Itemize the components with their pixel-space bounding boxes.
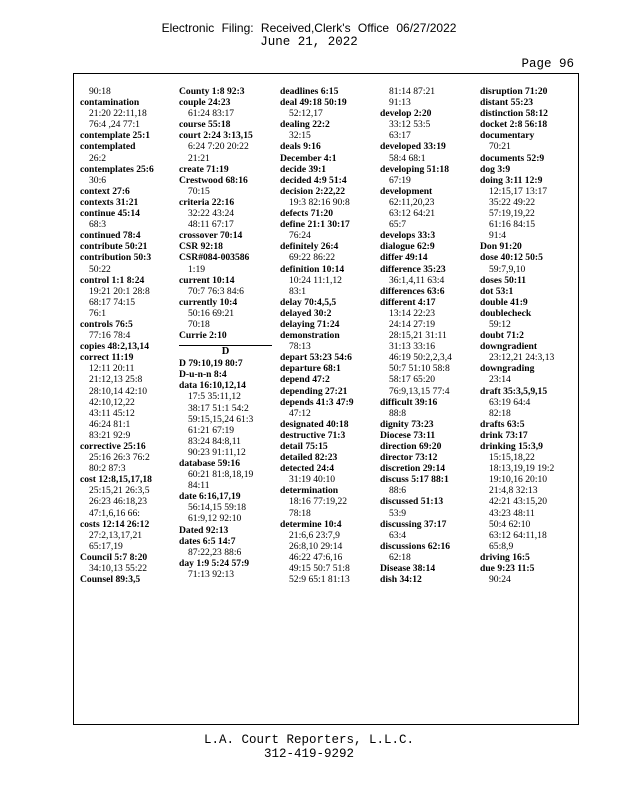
index-entry: depending 27:21 (280, 385, 348, 397)
index-entry-continuation: 63:12 64:11,18 (489, 529, 547, 541)
index-entry: Crestwood 68:16 (179, 174, 248, 186)
index-entry: Diocese 73:11 (380, 429, 436, 441)
index-entry-continuation: 15:15,18,22 (489, 452, 535, 464)
index-entry: definitely 26:4 (280, 241, 339, 253)
index-entry: drafts 63:5 (480, 418, 525, 430)
index-entry-continuation: 62:18 (389, 551, 411, 563)
index-entry: continue 45:14 (80, 208, 140, 220)
index-entry-continuation: 46:19 50:2,2,3,4 (389, 352, 452, 364)
index-entry-continuation: 21:21 (188, 152, 210, 164)
index-entry: contemplated (80, 141, 136, 153)
index-entry: Counsel 89:3,5 (80, 574, 141, 586)
index-entry-continuation: 59:15,15,24 61:3 (188, 413, 254, 425)
index-entry: depart 53:23 54:6 (280, 352, 352, 364)
index-entry-continuation: 63:19 64:4 (489, 396, 531, 408)
index-entry: contexts 31:21 (80, 196, 139, 208)
index-entry: CSR#084-003586 (179, 252, 250, 264)
index-entry: contamination (80, 97, 140, 109)
index-entry-continuation: 6:24 7:20 20:22 (188, 141, 249, 153)
index-entry: deal 49:18 50:19 (280, 97, 347, 109)
index-entry-continuation: 63:12 64:21 (389, 208, 436, 220)
index-entry-continuation: 70:18 (188, 318, 210, 330)
index-entry: doubt 71:2 (480, 330, 524, 342)
index-entry-continuation: 18:16 77:19,22 (289, 496, 348, 508)
index-entry-continuation: 68:17 74:15 (89, 296, 136, 308)
index-entry: decision 2:22,22 (280, 185, 346, 197)
index-entry: context 27:6 (80, 185, 130, 197)
index-entry-continuation: 76:24 (289, 230, 311, 242)
index-entry: delayed 30:2 (280, 307, 332, 319)
index-entry-continuation: 10:24 11:1,12 (289, 274, 342, 286)
index-entry-continuation: 38:17 51:1 54:2 (188, 402, 249, 414)
index-entry-continuation: 36:1,4,11 63:4 (389, 274, 445, 286)
section-letter: D (179, 345, 272, 358)
index-entry: Currie 2:10 (179, 330, 227, 342)
index-entry-continuation: 90:18 (89, 86, 111, 97)
index-entry: contemplate 25:1 (80, 130, 151, 142)
index-entry-continuation: 30:6 (89, 174, 107, 186)
index-entry: determination (280, 485, 339, 497)
index-entry: discussing 37:17 (380, 518, 447, 530)
index-entry: defects 71:20 (280, 208, 334, 220)
index-entry-continuation: 34:10,13 55:22 (89, 563, 148, 575)
word-index-frame (73, 73, 579, 725)
index-entry-continuation: 76:1 (89, 307, 107, 319)
index-entry-continuation: 32:22 43:24 (188, 208, 235, 220)
index-entry-continuation: 25:15,21 26:3,5 (89, 485, 150, 497)
index-entry-continuation: 50:16 69:21 (188, 307, 235, 319)
index-entry: dog 3:9 (480, 163, 511, 175)
index-entry: day 1:9 5:24 57:9 (179, 557, 250, 569)
index-column-4 (380, 86, 472, 585)
index-entry: delaying 71:24 (280, 318, 340, 330)
index-entry: correct 11:19 (80, 352, 134, 364)
index-entry-continuation: 83:21 92:9 (89, 429, 131, 441)
index-entry: direction 69:20 (380, 441, 442, 452)
index-entry: copies 48:2,13,14 (80, 341, 150, 353)
index-entry-continuation: 71:13 92:13 (188, 568, 235, 580)
index-entry: detail 75:15 (280, 441, 328, 452)
index-entry: dish 34:12 (380, 574, 422, 586)
index-entry-continuation: 32:15 (289, 130, 311, 142)
index-column-2 (179, 86, 272, 580)
index-entry-continuation: 12:11 20:11 (89, 363, 135, 375)
index-entry: create 71:19 (179, 163, 229, 175)
index-entry: current 10:14 (179, 274, 235, 286)
index-entry-continuation: 65:8,9 (489, 540, 514, 552)
reporter-name: L.A. Court Reporters, L.L.C. (203, 733, 415, 747)
index-entry: demonstration (280, 330, 340, 342)
index-entry-continuation: 53:9 (389, 507, 407, 519)
index-entry: due 9:23 11:5 (480, 563, 535, 575)
index-entry-continuation: 42:21 43:15,20 (489, 496, 548, 508)
index-entry-continuation: 21:20 22:11,18 (89, 108, 147, 120)
index-entry-continuation: 50:7 51:10 58:8 (389, 363, 450, 375)
index-entry-continuation: 63:17 (389, 130, 411, 142)
index-entry-continuation: 76:4 ,24 77:1 (89, 119, 140, 131)
index-entry-continuation: 21:6,6 23:7,9 (289, 529, 340, 541)
index-entry: decided 4:9 51:4 (280, 174, 347, 186)
index-entry-continuation: 25:16 26:3 76:2 (89, 452, 150, 464)
index-entry: doing 3:11 12:9 (480, 174, 543, 186)
index-entry-continuation: 61:21 67:19 (188, 424, 235, 436)
index-entry: dignity 73:23 (380, 418, 434, 430)
index-entry: develops 33:3 (380, 230, 436, 242)
index-entry: contemplates 25:6 (80, 163, 154, 175)
index-entry: criteria 22:16 (179, 196, 235, 208)
index-entry: developing 51:18 (380, 163, 450, 175)
index-entry-continuation: 60:21 81:8,18,19 (188, 469, 254, 481)
index-entry: downgradient (480, 341, 538, 353)
index-entry-continuation: 28:10,14 42:10 (89, 385, 148, 397)
index-entry-continuation: 17:5 35:11,12 (188, 391, 241, 403)
index-entry: doublecheck (480, 307, 532, 319)
index-entry-continuation: 43:11 45:12 (89, 407, 135, 419)
index-entry: documentary (480, 130, 535, 142)
index-entry-continuation: 61:9,12 92:10 (188, 513, 242, 525)
index-entry: database 59:16 (179, 458, 241, 469)
index-entry-continuation: 21:4,8 32:13 (489, 485, 538, 497)
index-entry: corrective 25:16 (80, 441, 146, 452)
index-entry: development (380, 185, 433, 197)
index-entry-continuation: 43:23 48:11 (489, 507, 535, 519)
index-entry-continuation: 13:14 22:23 (389, 307, 436, 319)
index-entry-continuation: 59:12 (489, 318, 511, 330)
index-entry-continuation: 33:12 53:5 (389, 119, 431, 131)
index-entry-continuation: 65:17,19 (89, 540, 123, 552)
index-entry: data 16:10,12,14 (179, 380, 246, 392)
index-entry-continuation: 88:6 (389, 485, 407, 497)
index-entry-continuation: 61:24 83:17 (188, 108, 235, 120)
index-entry-continuation: 46:24 81:1 (89, 418, 131, 430)
index-entry-continuation: 42:10,12,22 (89, 396, 135, 408)
index-entry: Disease 38:14 (380, 563, 436, 575)
index-entry-continuation: 84:11 (188, 480, 210, 492)
index-entry-continuation: 24:14 27:19 (389, 318, 436, 330)
index-entry-continuation: 67:19 (389, 174, 411, 186)
index-entry: doses 50:11 (480, 274, 527, 286)
index-entry: delay 70:4,5,5 (280, 296, 337, 308)
index-entry-continuation: 27:2,13,17,21 (89, 529, 143, 541)
index-entry-continuation: 49:15 50:7 51:8 (289, 563, 350, 575)
index-entry-continuation: 1:19 (188, 263, 206, 275)
index-entry-continuation: 18:13,19,19 19:2 (489, 463, 555, 475)
index-entry-continuation: 47:1,6,16 66: (89, 507, 140, 519)
index-entry-continuation: 23:14 (489, 374, 511, 386)
index-entry: difficult 39:16 (380, 396, 438, 408)
index-entry: CSR 92:18 (179, 241, 223, 253)
index-column-5 (480, 86, 576, 585)
index-entry: destructive 71:3 (280, 429, 346, 441)
index-entry-continuation: 83:24 84:8,11 (188, 435, 241, 447)
index-entry: drinking 15:3,9 (480, 441, 543, 452)
index-entry: course 55:18 (179, 119, 231, 131)
page-number: Page 96 (521, 57, 574, 71)
index-entry-continuation: 63:4 (389, 529, 407, 541)
transcript-date: June 21, 2022 (260, 35, 358, 49)
index-column-3 (280, 86, 372, 585)
index-entry: dot 53:1 (480, 285, 514, 297)
index-entry: director 73:12 (380, 452, 438, 464)
index-entry-continuation: 87:22,23 88:6 (188, 546, 242, 558)
index-entry: D-u-n-n 8:4 (179, 369, 227, 381)
index-entry: documents 52:9 (480, 152, 545, 164)
index-entry: cost 12:8,15,17,18 (80, 474, 152, 486)
index-entry: driving 16:5 (480, 551, 530, 563)
index-entry: court 2:24 3:13,15 (179, 130, 253, 142)
index-entry: dates 6:5 14:7 (179, 535, 236, 547)
index-entry: develop 2:20 (380, 108, 432, 120)
index-entry-continuation: 26:23 46:18,23 (89, 496, 148, 508)
index-entry-continuation: 70:7 76:3 84:6 (188, 285, 244, 297)
index-entry: deals 9:16 (280, 141, 321, 153)
index-entry-continuation: 31:19 40:10 (289, 474, 336, 486)
index-entry: Don 91:20 (480, 241, 522, 253)
index-entry: draft 35:3,5,9,15 (480, 385, 548, 397)
index-entry: depend 47:2 (280, 374, 330, 386)
index-entry: docket 2:8 56:18 (480, 119, 548, 131)
index-entry: dealing 22:2 (280, 119, 330, 131)
index-entry-continuation: 48:11 67:17 (188, 219, 234, 231)
index-entry: County 1:8 92:3 (179, 86, 245, 97)
index-entry: couple 24:23 (179, 97, 231, 109)
index-entry: decide 39:1 (280, 163, 327, 175)
index-entry: determine 10:4 (280, 518, 342, 530)
index-entry-continuation: 83:1 (289, 285, 307, 297)
index-entry: continued 78:4 (80, 230, 141, 242)
index-entry-continuation: 62:11,20,23 (389, 196, 435, 208)
index-entry: contribution 50:3 (80, 252, 152, 264)
index-entry-continuation: 68:3 (89, 219, 107, 231)
index-entry: developed 33:19 (380, 141, 446, 153)
index-entry: designated 40:18 (280, 418, 349, 430)
index-entry: distinction 58:12 (480, 108, 548, 120)
index-entry-continuation: 58:17 65:20 (389, 374, 436, 386)
index-entry-continuation: 61:16 84:15 (489, 219, 536, 231)
index-entry-continuation: 26:8,10 29:14 (289, 540, 343, 552)
index-entry-continuation: 70:15 (188, 185, 210, 197)
reporter-phone: 312-419-9292 (263, 747, 354, 761)
index-column-1 (80, 86, 172, 585)
index-entry: distant 55:23 (480, 97, 534, 109)
index-entry-continuation: 56:14,15 59:18 (188, 502, 247, 514)
index-entry-continuation: 90:24 (489, 574, 511, 586)
index-entry: deadlines 6:15 (280, 86, 339, 97)
index-entry: December 4:1 (280, 152, 337, 164)
index-entry-continuation: 52:9 65:1 81:13 (289, 574, 350, 586)
index-entry-continuation: 23:12,21 24:3,13 (489, 352, 555, 364)
index-entry: differences 63:6 (380, 285, 445, 297)
index-entry-continuation: 26:2 (89, 152, 107, 164)
index-entry-continuation: 19:3 82:16 90:8 (289, 196, 350, 208)
index-entry-continuation: 76:9,13,15 77:4 (389, 385, 450, 397)
index-entry-continuation: 91:4 (489, 230, 507, 242)
index-entry-continuation: 65:7 (389, 219, 407, 231)
index-entry: depends 41:3 47:9 (280, 396, 354, 408)
index-entry-continuation: 58:4 68:1 (389, 152, 426, 164)
index-entry: controls 76:5 (80, 318, 133, 330)
index-entry: different 4:17 (380, 296, 436, 308)
index-entry-continuation: 82:18 (489, 407, 511, 419)
index-entry-continuation: 46:22 47:6,16 (289, 551, 343, 563)
index-entry: D 79:10,19 80:7 (179, 358, 243, 370)
index-entry: define 21:1 30:17 (280, 219, 350, 231)
index-entry-continuation: 57:19,19,22 (489, 208, 535, 220)
index-entry-continuation: 90:23 91:11,12 (188, 446, 246, 458)
index-entry: contribute 50:21 (80, 241, 148, 253)
index-entry: double 41:9 (480, 296, 528, 308)
index-entry: date 6:16,17,19 (179, 491, 241, 503)
index-entry-continuation: 91:13 (389, 97, 411, 109)
index-entry: detected 24:4 (280, 463, 335, 475)
index-entry-continuation: 80:2 87:3 (89, 463, 126, 475)
index-entry-continuation: 59:7,9,10 (489, 263, 526, 275)
index-entry-continuation: 77:16 78:4 (89, 330, 131, 342)
index-entry: crossover 70:14 (179, 230, 243, 242)
index-entry-continuation: 12:15,17 13:17 (489, 185, 548, 197)
index-entry: Dated 92:13 (179, 524, 229, 536)
index-entry: costs 12:14 26:12 (80, 518, 150, 530)
index-entry-continuation: 28:15,21 31:11 (389, 330, 447, 342)
index-entry: control 1:1 8:24 (80, 274, 145, 286)
index-entry-continuation: 35:22 49:22 (489, 196, 536, 208)
index-entry-continuation: 21:12,13 25:8 (89, 374, 143, 386)
index-entry-continuation: 50:4 62:10 (489, 518, 531, 530)
index-entry: discretion 29:14 (380, 463, 446, 475)
index-entry: downgrading (480, 363, 535, 375)
index-entry: dialogue 62:9 (380, 241, 435, 253)
index-entry: currently 10:4 (179, 296, 238, 308)
index-entry-continuation: 78:18 (289, 507, 311, 519)
index-entry: Council 5:7 8:20 (80, 551, 148, 563)
index-entry-continuation: 78:13 (289, 341, 311, 353)
index-entry-continuation: 31:13 33:16 (389, 341, 436, 353)
index-entry-continuation: 52:12,17 (289, 108, 323, 120)
index-entry: difference 35:23 (380, 263, 446, 275)
index-entry-continuation: 19:21 20:1 28:8 (89, 285, 150, 297)
index-entry: discussed 51:13 (380, 496, 444, 508)
index-entry: departure 68:1 (280, 363, 341, 375)
index-entry: dose 40:12 50:5 (480, 252, 543, 264)
index-entry: disruption 71:20 (480, 86, 548, 97)
index-entry: drink 73:17 (480, 429, 528, 441)
index-entry: definition 10:14 (280, 263, 345, 275)
index-entry: differ 49:14 (380, 252, 428, 264)
index-entry: detailed 82:23 (280, 452, 338, 464)
index-entry-continuation: 50:22 (89, 263, 111, 275)
index-entry-continuation: 88:8 (389, 407, 407, 419)
index-entry-continuation: 47:12 (289, 407, 311, 419)
index-entry: discuss 5:17 88:1 (380, 474, 449, 486)
index-entry-continuation: 69:22 86:22 (289, 252, 336, 264)
index-entry-continuation: 19:10,16 20:10 (489, 474, 548, 486)
filing-stamp: Electronic Filing: Received,Clerk's Office 06/27/2022 (161, 21, 457, 35)
index-entry: discussions 62:16 (380, 540, 451, 552)
index-entry-continuation: 70:21 (489, 141, 511, 153)
index-entry-continuation: 81:14 87:21 (389, 86, 436, 97)
